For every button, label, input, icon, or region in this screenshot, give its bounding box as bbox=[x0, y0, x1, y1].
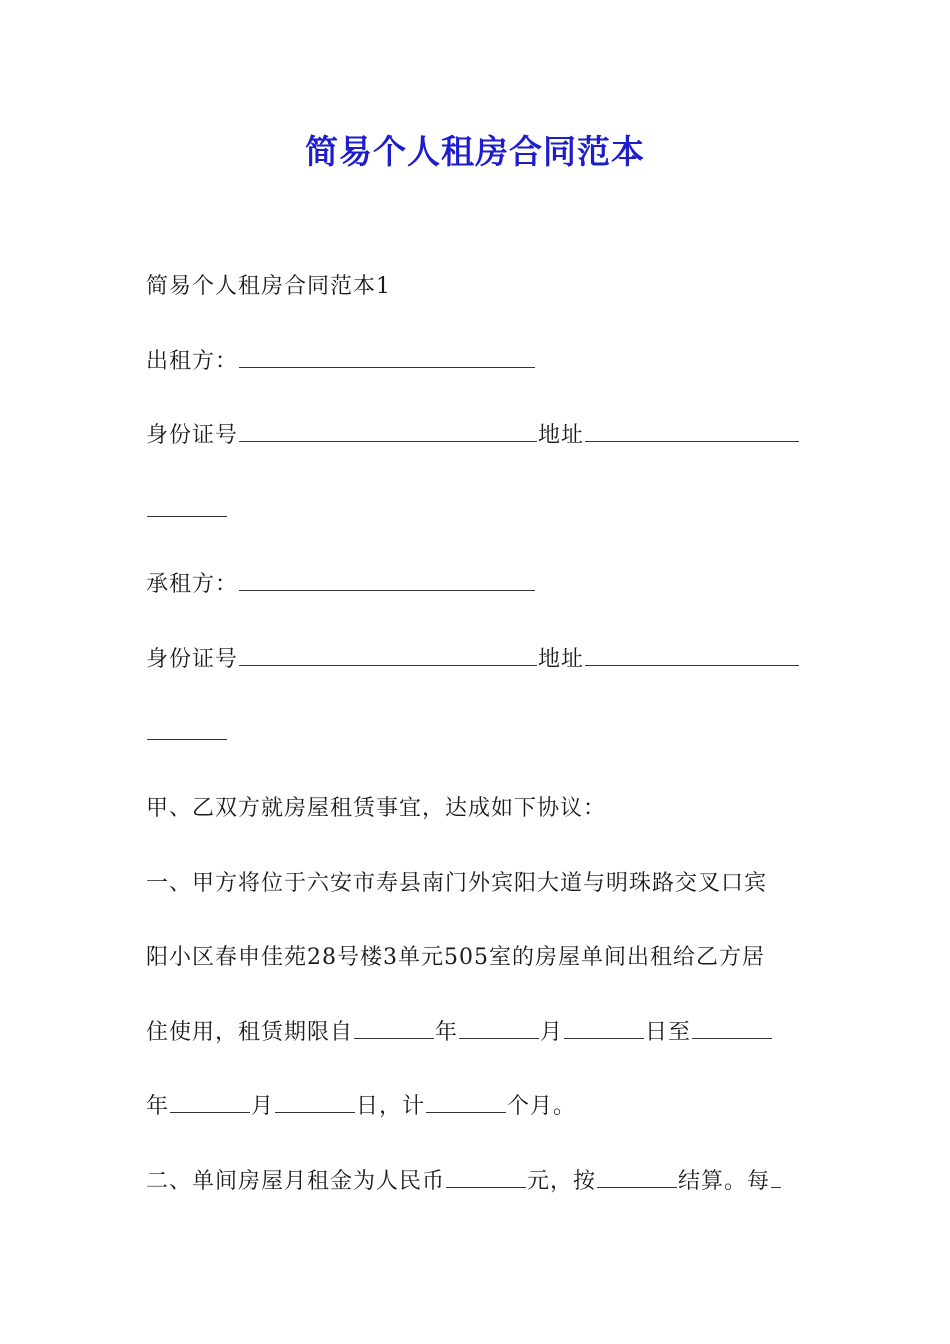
lessor-label: 出租方： bbox=[146, 349, 239, 374]
end-month-label: 月 bbox=[251, 1094, 275, 1119]
start-month-blank[interactable] bbox=[459, 1016, 539, 1039]
lessee-name-blank[interactable] bbox=[239, 568, 535, 591]
agreement-intro: 甲、乙双方就房屋租赁事宜，达成如下协议： bbox=[146, 796, 607, 821]
lessee-line bbox=[146, 568, 536, 602]
end-month-blank[interactable] bbox=[170, 1090, 250, 1113]
section-heading: 简易个人租房合同范本1 bbox=[146, 274, 391, 299]
lessor-address-blank-continued[interactable] bbox=[147, 494, 227, 517]
lessee-address-blank[interactable] bbox=[585, 643, 799, 666]
lessor-line bbox=[146, 345, 536, 379]
lessee-label: 承租方： bbox=[146, 572, 239, 597]
months-label: 个月。 bbox=[507, 1094, 577, 1119]
lessee-address-blank-continued[interactable] bbox=[147, 717, 227, 740]
page-title: 简易个人租房合同范本 bbox=[305, 132, 645, 171]
lessor-address-label: 地址 bbox=[538, 423, 585, 448]
lease-period-text: 住使用，租赁期限自 bbox=[146, 1020, 354, 1045]
lessor-id-blank[interactable] bbox=[239, 419, 537, 442]
end-day-blank[interactable] bbox=[275, 1090, 355, 1113]
lessor-address-blank[interactable] bbox=[585, 419, 799, 442]
clause1-line3 bbox=[146, 1016, 773, 1050]
lessor-name-blank[interactable] bbox=[239, 345, 535, 368]
lessee-address-continuation bbox=[146, 717, 228, 751]
start-year-blank[interactable] bbox=[354, 1016, 434, 1039]
rent-text: 二、单间房屋月租金为人民币 bbox=[146, 1169, 446, 1194]
rent-amount-blank[interactable] bbox=[446, 1165, 526, 1188]
day-to-label: 日至 bbox=[645, 1020, 692, 1045]
lessor-id-line bbox=[146, 419, 800, 453]
start-day-blank[interactable] bbox=[564, 1016, 644, 1039]
clause1-line4 bbox=[146, 1090, 576, 1124]
end-year-label: 年 bbox=[146, 1094, 170, 1119]
months-count-blank[interactable] bbox=[426, 1090, 506, 1113]
lessee-address-label: 地址 bbox=[538, 647, 585, 672]
month-label: 月 bbox=[540, 1020, 564, 1045]
end-day-label: 日，计 bbox=[356, 1094, 426, 1119]
lessee-id-blank[interactable] bbox=[239, 643, 537, 666]
end-year-blank[interactable] bbox=[692, 1016, 772, 1039]
clause1-line2: 阳小区春申佳苑28号楼3单元505室的房屋单间出租给乙方居 bbox=[146, 945, 765, 970]
clause2-line1 bbox=[146, 1165, 782, 1199]
lessor-id-label: 身份证号 bbox=[146, 423, 239, 448]
lessor-address-continuation bbox=[146, 494, 228, 528]
lessee-id-line bbox=[146, 643, 800, 677]
payment-cycle-blank[interactable] bbox=[597, 1165, 677, 1188]
year-label: 年 bbox=[435, 1020, 459, 1045]
lessee-id-label: 身份证号 bbox=[146, 647, 239, 672]
settlement-text: 结算。每 bbox=[678, 1169, 771, 1194]
trailing-blank[interactable] bbox=[771, 1165, 781, 1188]
payment-basis-text: 元，按 bbox=[527, 1169, 597, 1194]
clause1-line1: 一、甲方将位于六安市寿县南门外宾阳大道与明珠路交叉口宾 bbox=[146, 871, 768, 896]
